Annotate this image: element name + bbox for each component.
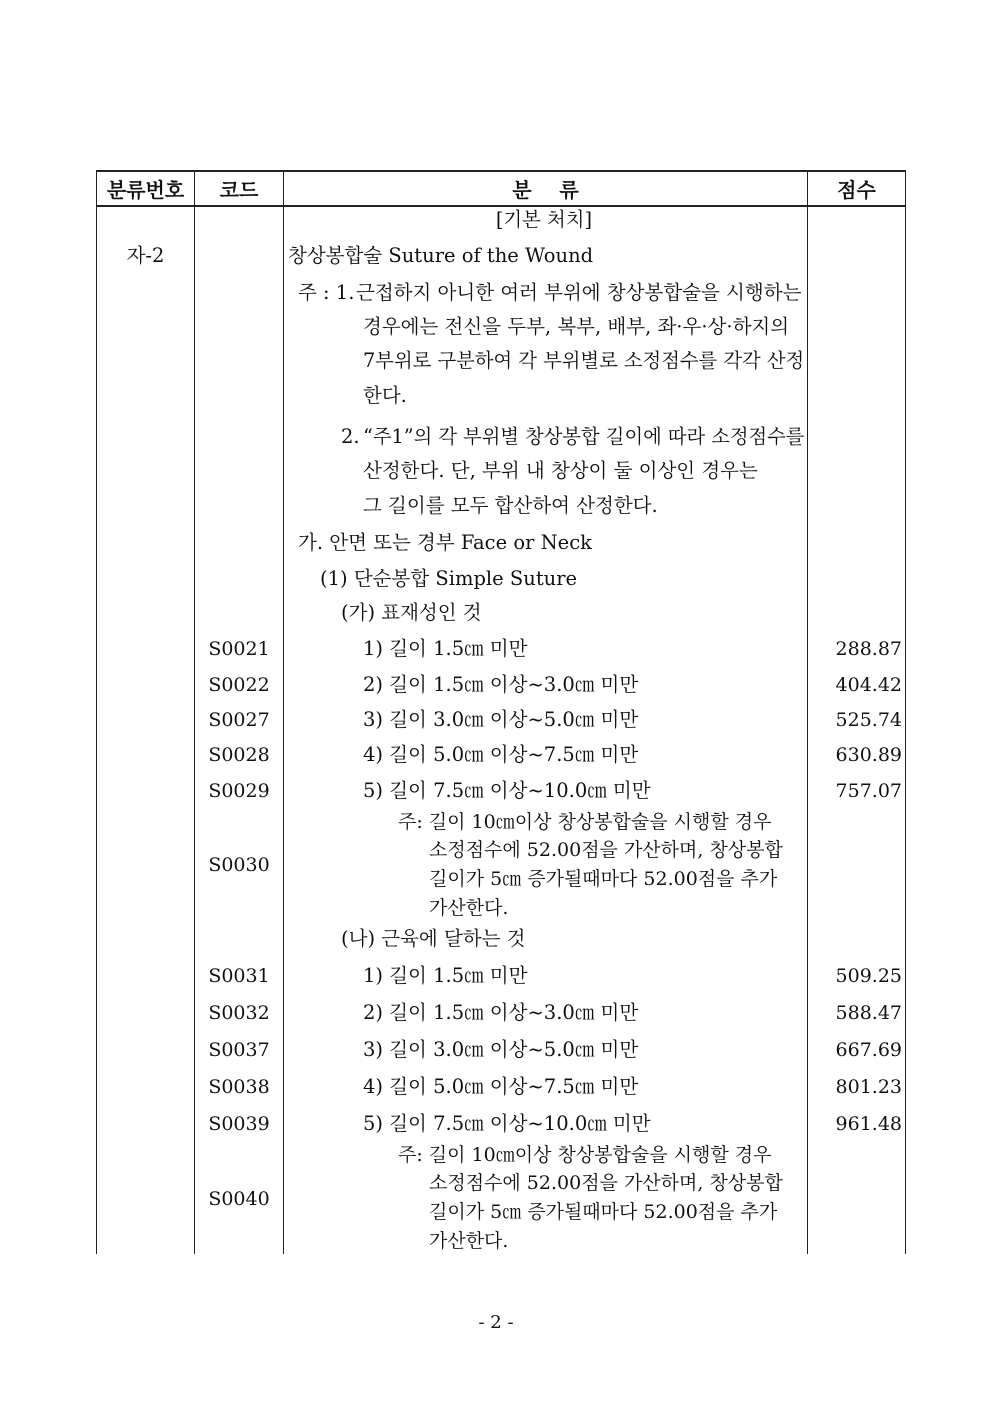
row-label: 5) 길이 7.5㎝ 이상~10.0㎝ 미만	[363, 779, 651, 802]
row-code: S0039	[208, 1113, 270, 1135]
header-classification: 분 류	[512, 177, 579, 202]
subgroup-muscle: (나) 근육에 달하는 것	[341, 927, 526, 950]
row-label: 2) 길이 1.5㎝ 이상~3.0㎝ 미만	[363, 673, 639, 696]
row-score: 801.23	[835, 1076, 902, 1098]
table-left-border	[96, 170, 97, 1254]
row-label: 4) 길이 5.0㎝ 이상~7.5㎝ 미만	[363, 1075, 639, 1098]
note-2-line-3: 그 길이를 모두 합산하여 산정한다.	[363, 494, 658, 517]
row-score: 288.87	[835, 638, 902, 660]
row-code: S0032	[208, 1002, 270, 1024]
row-score: 961.48	[835, 1113, 902, 1135]
extra-note-line-2: 소정점수에 52.00점을 가산하며, 창상봉합	[429, 839, 783, 861]
row-score: 404.42	[835, 674, 902, 696]
note-1-line-4: 한다.	[363, 384, 407, 407]
header-category-no: 분류번호	[106, 177, 185, 202]
row-label: 3) 길이 3.0㎝ 이상~5.0㎝ 미만	[363, 1038, 639, 1061]
note-1-line-3: 7부위로 구분하여 각 부위별로 소정점수를 각각 산정	[363, 349, 805, 372]
extra-note-line-3: 길이가 5㎝ 증가될때마다 52.00점을 추가	[429, 1201, 778, 1223]
row-label: 2) 길이 1.5㎝ 이상~3.0㎝ 미만	[363, 1001, 639, 1024]
row-score: 588.47	[835, 1002, 902, 1024]
row-score: 525.74	[835, 709, 902, 731]
extra-note-line-1: 주: 길이 10㎝이상 창상봉합술을 시행할 경우	[398, 1144, 772, 1166]
row-label: 1) 길이 1.5㎝ 미만	[363, 964, 528, 987]
row-code: S0031	[208, 965, 270, 987]
category-number: 자-2	[126, 244, 165, 267]
extra-note-line-2: 소정점수에 52.00점을 가산하며, 창상봉합	[429, 1172, 783, 1194]
row-code: S0027	[208, 709, 270, 731]
row-code: S0021	[208, 638, 270, 660]
row-code: S0022	[208, 674, 270, 696]
note-1-line-2: 경우에는 전신을 두부, 복부, 배부, 좌·우·상·하지의	[363, 315, 790, 338]
section-title: [기본 처치]	[495, 208, 593, 231]
row-score: 509.25	[835, 965, 902, 987]
subgroup-superficial: (가) 표재성인 것	[341, 601, 482, 624]
note-1-line-1: 근접하지 아니한 여러 부위에 창상봉합술을 시행하는	[356, 281, 802, 304]
row-label: 4) 길이 5.0㎝ 이상~7.5㎝ 미만	[363, 743, 639, 766]
extra-note-line-3: 길이가 5㎝ 증가될때마다 52.00점을 추가	[429, 868, 778, 890]
note-1-prefix: 주 : 1.	[298, 281, 355, 304]
row-code: S0028	[208, 744, 270, 766]
table-col-divider-1	[194, 170, 195, 1254]
table-col-divider-2	[283, 170, 284, 1254]
row-code: S0029	[208, 780, 270, 802]
row-code: S0040	[208, 1188, 270, 1210]
row-score: 757.07	[835, 780, 902, 802]
group-face-neck: 가. 안면 또는 경부 Face or Neck	[298, 531, 592, 554]
row-code: S0038	[208, 1076, 270, 1098]
header-score: 점수	[837, 177, 876, 202]
extra-note-line-1: 주: 길이 10㎝이상 창상봉합술을 시행할 경우	[398, 811, 772, 833]
note-2-line-2: 산정한다. 단, 부위 내 창상이 둘 이상인 경우는	[363, 459, 758, 482]
header-code: 코드	[219, 177, 259, 202]
subgroup-simple-suture: (1) 단순봉합 Simple Suture	[320, 567, 578, 590]
extra-note-line-4: 가산한다.	[429, 897, 509, 919]
row-code: S0037	[208, 1039, 270, 1061]
row-label: 3) 길이 3.0㎝ 이상~5.0㎝ 미만	[363, 708, 639, 731]
row-score: 667.69	[835, 1039, 902, 1061]
page-number: - 2 -	[478, 1312, 514, 1333]
note-2-prefix: 2.	[341, 425, 360, 448]
table-right-border	[905, 170, 906, 1254]
row-label: 5) 길이 7.5㎝ 이상~10.0㎝ 미만	[363, 1112, 651, 1135]
extra-note-line-4: 가산한다.	[429, 1230, 509, 1252]
row-label: 1) 길이 1.5㎝ 미만	[363, 637, 528, 660]
row-code: S0030	[208, 854, 270, 876]
row-score: 630.89	[835, 744, 902, 766]
note-2-line-1: “주1”의 각 부위별 창상봉합 길이에 따라 소정점수를	[363, 425, 805, 448]
procedure-title: 창상봉합술 Suture of the Wound	[288, 244, 594, 267]
